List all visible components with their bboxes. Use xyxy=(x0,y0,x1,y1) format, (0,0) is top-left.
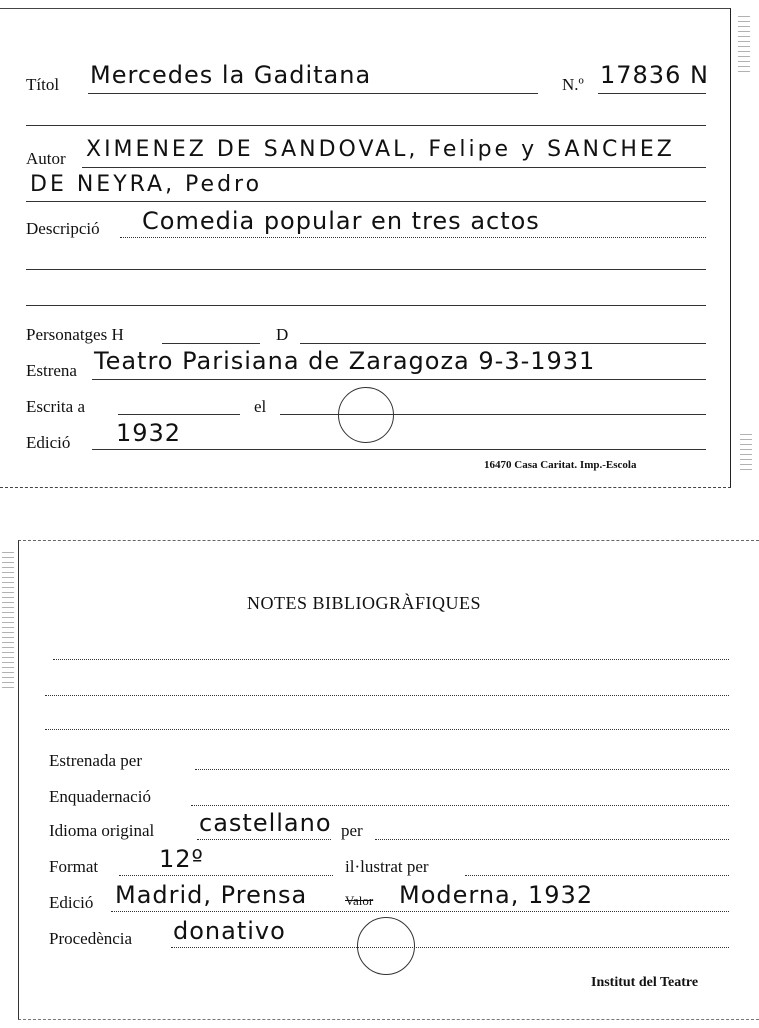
scan-noise xyxy=(740,430,752,470)
titol-line xyxy=(88,93,538,94)
descripcio-label: Descripció xyxy=(26,219,100,238)
procedencia-value: donativo xyxy=(173,917,286,945)
format-label: Format xyxy=(49,857,99,876)
catalog-card-front xyxy=(0,8,731,488)
escrita-line xyxy=(118,414,240,415)
autor-label: Autor xyxy=(26,149,66,168)
idioma-label: Idioma original xyxy=(49,821,155,840)
num-value: 17836 N xyxy=(600,61,709,89)
notes-line xyxy=(53,659,729,660)
edicio-value-a: Madrid, Prensa xyxy=(115,881,308,909)
personatges-d-label: D xyxy=(276,325,289,344)
blank-line xyxy=(26,305,706,306)
scan-noise xyxy=(2,548,14,688)
catalog-card-back xyxy=(18,540,759,1020)
autor-value-1: XIMENEZ DE SANDOVAL, Felipe y SANCHEZ xyxy=(86,137,675,162)
printer-imprint: 16470 Casa Caritat. Imp.-Escola xyxy=(484,459,637,471)
enquadernacio-label: Enquadernació xyxy=(49,787,151,806)
titol-label: Títol xyxy=(26,75,60,94)
escrita-label: Escrita a xyxy=(26,397,85,416)
titol-value: Mercedes la Gaditana xyxy=(90,61,372,89)
edicio-value-b: Moderna, 1932 xyxy=(399,881,594,909)
illustrat-line xyxy=(465,875,729,876)
format-line xyxy=(119,875,333,876)
personatges-label: Personatges H xyxy=(26,325,124,344)
scan-noise xyxy=(738,12,750,72)
procedencia-line xyxy=(171,947,729,948)
descripcio-line xyxy=(120,237,706,238)
descripcio-value: Comedia popular en tres actos xyxy=(142,207,540,235)
edicio-struck: Valor xyxy=(345,893,374,908)
estrena-label: Estrena xyxy=(26,361,77,380)
autor-line xyxy=(82,167,706,168)
illustrat-label: il·lustrat per xyxy=(345,857,429,876)
blank-line xyxy=(26,269,706,270)
notes-line xyxy=(45,729,729,730)
estrena-value: Teatro Parisiana de Zaragoza 9-3-1931 xyxy=(94,347,596,375)
per-label: per xyxy=(341,821,363,840)
autor-line-2 xyxy=(26,201,706,202)
estrenada-line xyxy=(195,769,729,770)
personatges-h-line xyxy=(162,343,260,344)
personatges-d-line xyxy=(300,343,706,344)
procedencia-label: Procedència xyxy=(49,929,133,948)
edicio-line xyxy=(111,911,729,912)
num-label: N.º xyxy=(562,75,584,94)
format-value: 12º xyxy=(159,845,204,873)
estrena-line xyxy=(92,379,706,380)
num-line xyxy=(598,93,706,94)
notes-line xyxy=(45,695,729,696)
per-line xyxy=(375,839,729,840)
punch-hole xyxy=(357,917,415,975)
edicio-label: Edició xyxy=(49,893,94,912)
edicio-label: Edició xyxy=(26,433,71,452)
estrenada-label: Estrenada per xyxy=(49,751,142,770)
edicio-line xyxy=(92,449,706,450)
enquadernacio-line xyxy=(191,805,729,806)
idioma-value: castellano xyxy=(199,809,332,837)
punch-hole xyxy=(338,387,394,443)
edicio-value: 1932 xyxy=(116,419,182,447)
idioma-line xyxy=(197,839,331,840)
autor-value-2: DE NEYRA, Pedro xyxy=(30,172,263,197)
el-label: el xyxy=(254,397,267,416)
institut-label: Institut del Teatre xyxy=(591,975,699,990)
blank-line xyxy=(26,125,706,126)
notes-heading: NOTES BIBLIOGRÀFIQUES xyxy=(247,593,482,613)
